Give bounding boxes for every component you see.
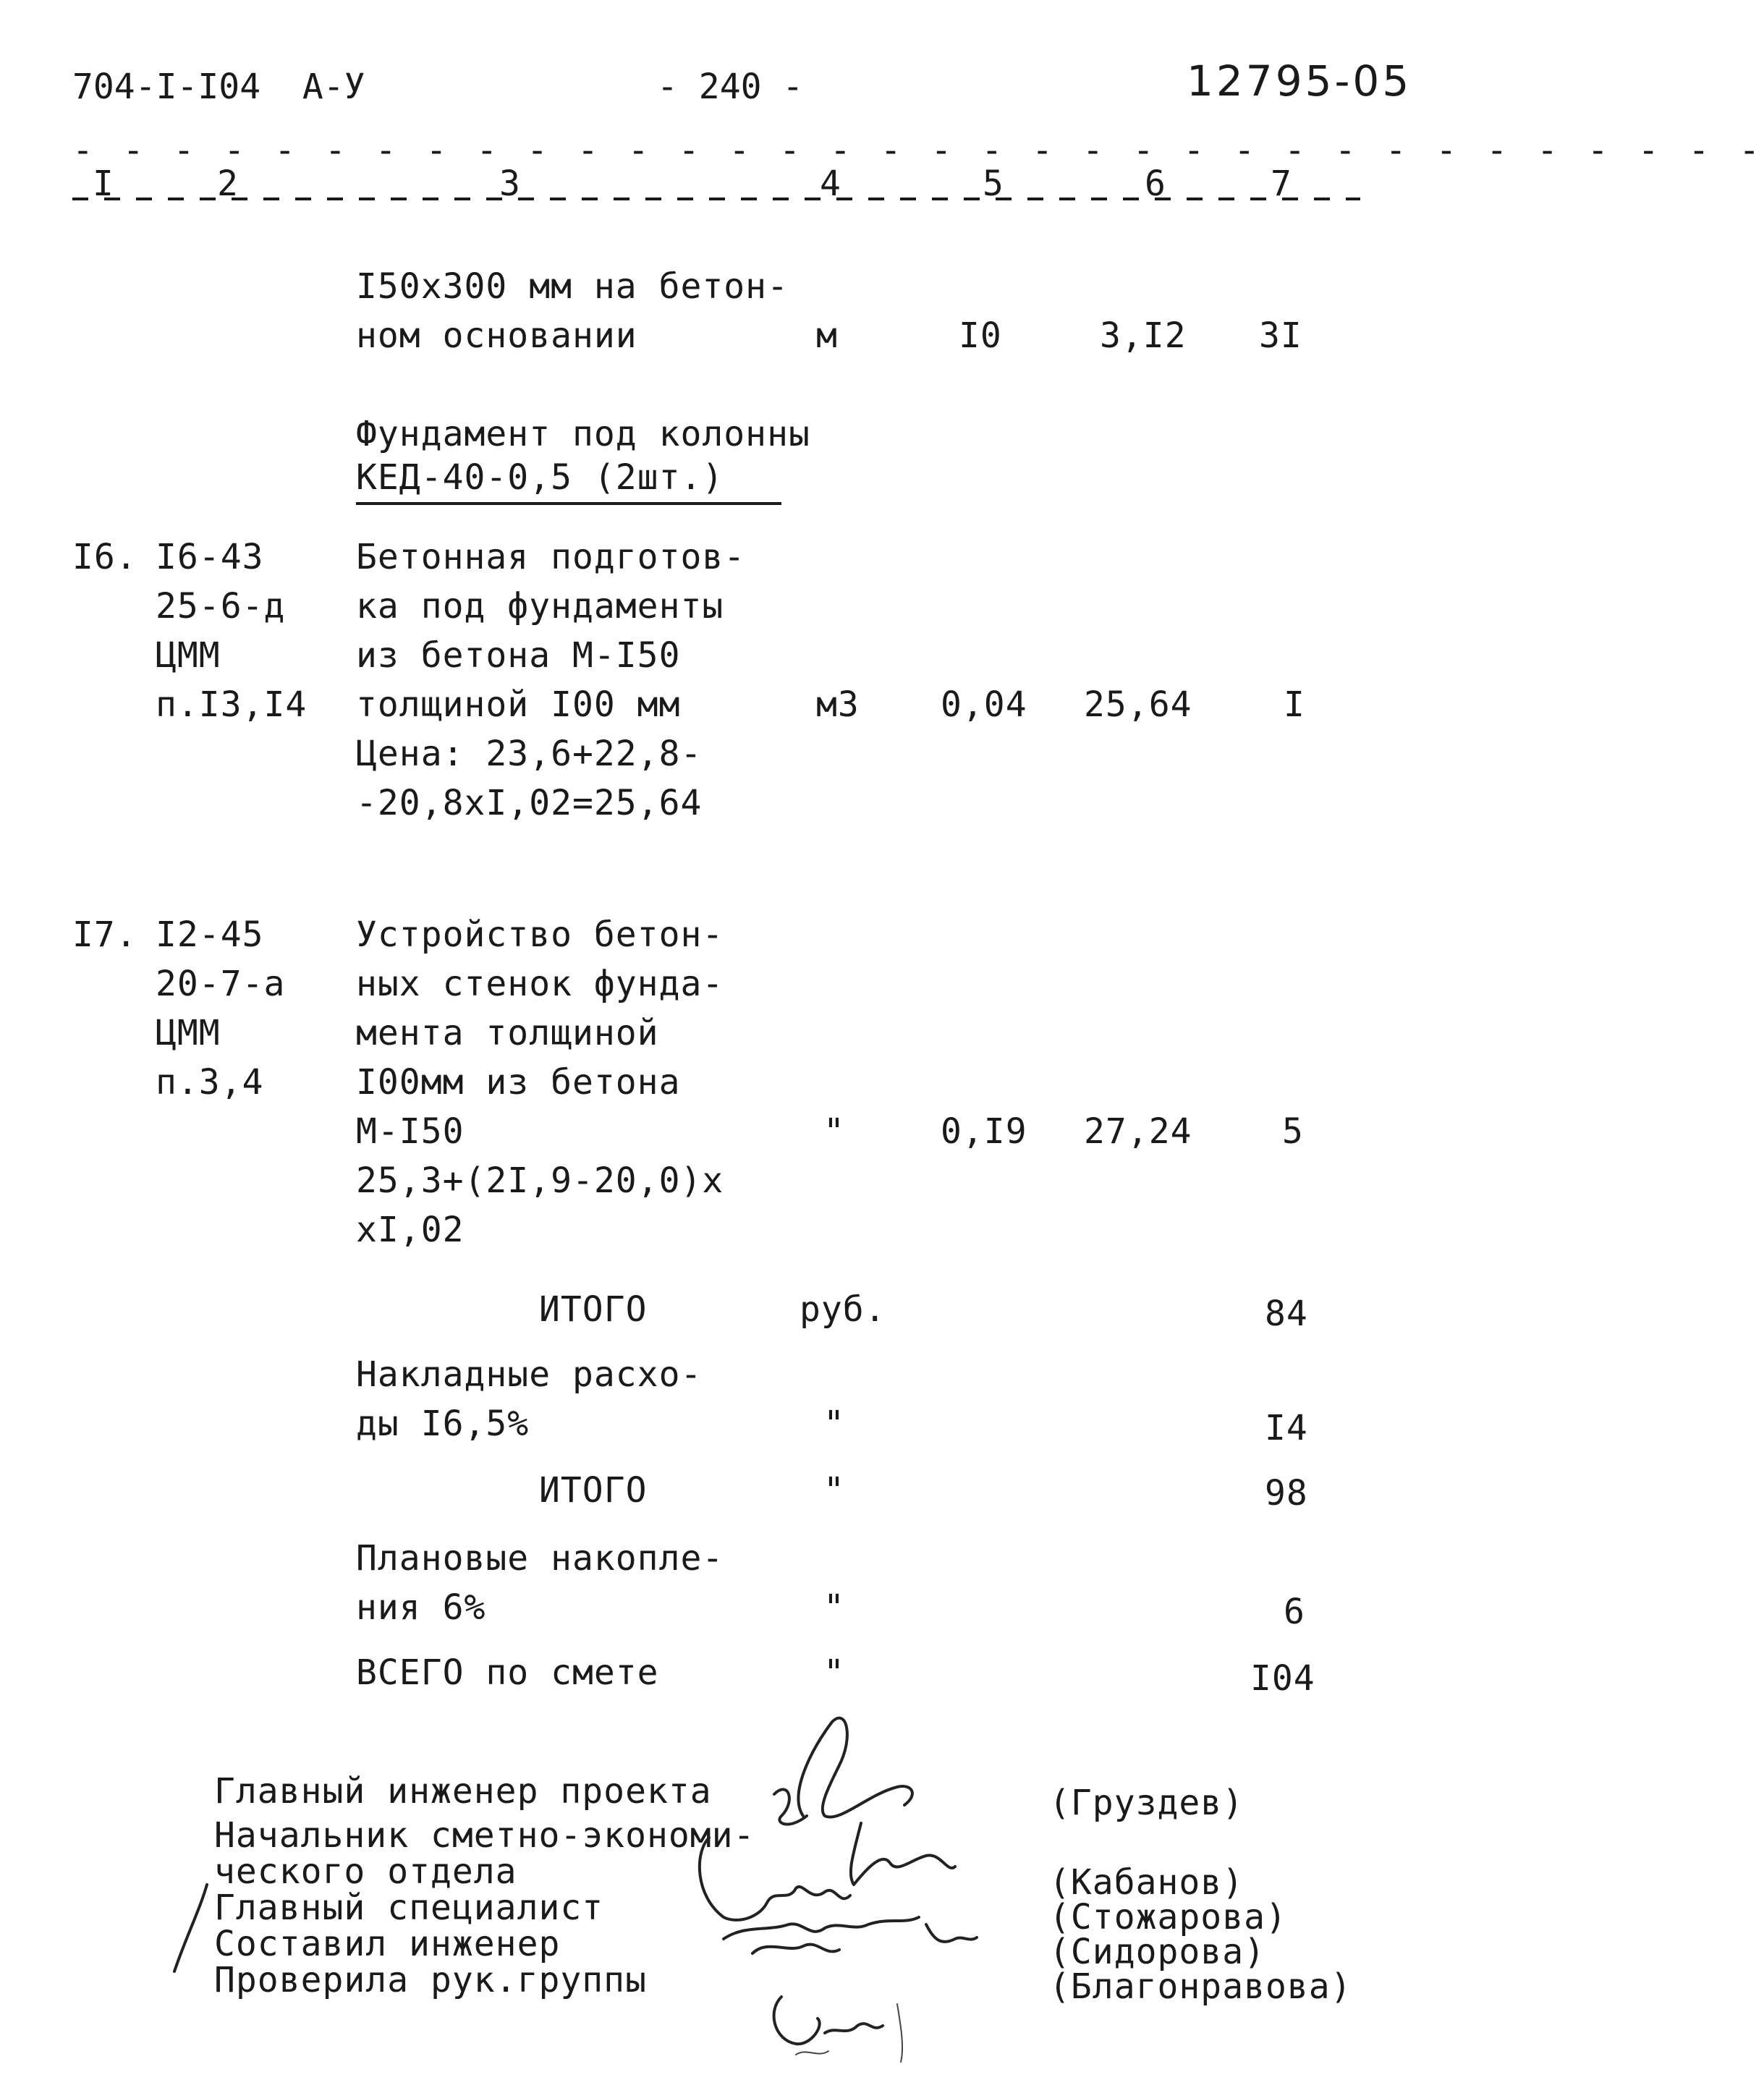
row-reference-line: п.I3,I4 — [156, 684, 308, 725]
row-description-line: толщиной I00 мм — [356, 684, 681, 725]
signatory-role: Начальник сметно-экономи- — [214, 1815, 755, 1856]
document-code: 704-I-I04 А-У — [72, 67, 365, 107]
signatory-role: Проверила рук.группы — [214, 1960, 647, 2000]
column-divider-bottom — [72, 195, 1360, 203]
margin-slash-mark — [171, 1881, 214, 1975]
row-description-line: из бетона М-I50 — [356, 635, 681, 676]
row-reference-line: 25-6-д — [156, 586, 286, 627]
signatory-name: (Благонравова) — [1049, 1966, 1352, 2007]
summary-total: 6 — [1284, 1592, 1305, 1632]
row-reference-line: п.3,4 — [156, 1062, 264, 1103]
section-heading-line: Фундамент под колонны — [356, 414, 810, 454]
column-label-3: 3 — [499, 164, 521, 204]
column-label-7: 7 — [1271, 164, 1292, 204]
summary-label: ния 6% — [356, 1587, 486, 1628]
summary-label: ИТОГО — [539, 1470, 648, 1511]
handwritten-signatures — [680, 1707, 1027, 2069]
signatory-role: Главный специалист — [214, 1888, 604, 1928]
row-description-line: xI,02 — [356, 1210, 465, 1250]
summary-label: ды I6,5% — [356, 1404, 530, 1444]
row-reference-line: 20-7-а — [156, 964, 286, 1004]
summary-label: Плановые накопле- — [356, 1538, 724, 1579]
page-number: - 240 - — [657, 67, 804, 107]
summary-unit: " — [823, 1587, 845, 1628]
row-description-line: ном основании — [356, 315, 637, 356]
row-quantity: 0,I9 — [941, 1111, 1027, 1152]
column-divider-top: - - - - - - - - - - - - - - - - - - - - - - - - - - - - - - - - - - — [72, 130, 1764, 171]
row-description-line: мента толщиной — [356, 1013, 659, 1053]
summary-label: ИТОГО — [539, 1289, 648, 1330]
row-description-line: Бетонная подготов- — [356, 537, 746, 577]
row-quantity: I0 — [959, 315, 1002, 356]
row-reference-line: ЦММ — [156, 635, 221, 676]
signatory-role: Составил инженер — [214, 1924, 561, 1964]
signatory-role: ческого отдела — [214, 1851, 517, 1892]
summary-total: I4 — [1265, 1408, 1308, 1448]
row-number: I6. — [72, 537, 137, 577]
row-total: I — [1284, 684, 1305, 725]
column-label-4: 4 — [820, 164, 841, 204]
column-label-1: I — [93, 164, 114, 204]
row-description-line: Цена: 23,6+22,8- — [356, 734, 703, 774]
summary-unit: " — [823, 1470, 845, 1511]
signatory-name: (Груздев) — [1049, 1783, 1244, 1823]
row-description-line: 25,3+(2I,9-20,0)x — [356, 1160, 724, 1201]
archive-stamp-number: 12795-05 — [1187, 56, 1412, 106]
signatory-name: (Сидорова) — [1049, 1932, 1265, 1972]
summary-unit: " — [823, 1404, 845, 1444]
signatory-role: Главный инженер проекта — [214, 1771, 712, 1812]
summary-unit: руб. — [800, 1289, 886, 1330]
summary-total: 98 — [1265, 1473, 1308, 1514]
summary-total: 84 — [1265, 1294, 1308, 1334]
column-label-2: 2 — [217, 164, 239, 204]
row-unit: м — [816, 315, 838, 356]
signatory-name: (Кабанов) — [1049, 1862, 1244, 1903]
summary-label: Накладные расхо- — [356, 1354, 703, 1395]
row-description-line: ка под фундаменты — [356, 586, 724, 627]
grand-total-value: I04 — [1250, 1658, 1315, 1699]
row-total: 3I — [1259, 315, 1302, 356]
row-quantity: 0,04 — [941, 684, 1027, 725]
row-number: I7. — [72, 914, 137, 955]
row-unit-price: 3,I2 — [1100, 315, 1187, 356]
row-description-line: Устройство бетон- — [356, 914, 724, 955]
row-description-line: I00мм из бетона — [356, 1062, 681, 1103]
section-heading-underlined: КЕД-40-0,5 (2шт.) — [356, 453, 781, 505]
row-reference-line: ЦММ — [156, 1013, 221, 1053]
row-description-line: I50x300 мм на бетон- — [356, 266, 789, 307]
row-description-line: ных стенок фунда- — [356, 964, 724, 1004]
row-description-line: М-I50 — [356, 1111, 465, 1152]
row-unit: м3 — [816, 684, 860, 725]
row-unit-price: 27,24 — [1084, 1111, 1192, 1152]
summary-unit: " — [823, 1652, 845, 1693]
row-reference-line: I6-43 — [156, 537, 264, 577]
signatory-name: (Стожарова) — [1049, 1897, 1287, 1937]
row-reference-line: I2-45 — [156, 914, 264, 955]
row-unit-price: 25,64 — [1084, 684, 1192, 725]
row-total: 5 — [1282, 1111, 1304, 1152]
row-description-line: -20,8xI,02=25,64 — [356, 783, 703, 823]
column-label-6: 6 — [1145, 164, 1166, 204]
row-unit: " — [823, 1111, 845, 1152]
grand-total-label: ВСЕГО по смете — [356, 1652, 659, 1693]
column-label-5: 5 — [983, 164, 1004, 204]
